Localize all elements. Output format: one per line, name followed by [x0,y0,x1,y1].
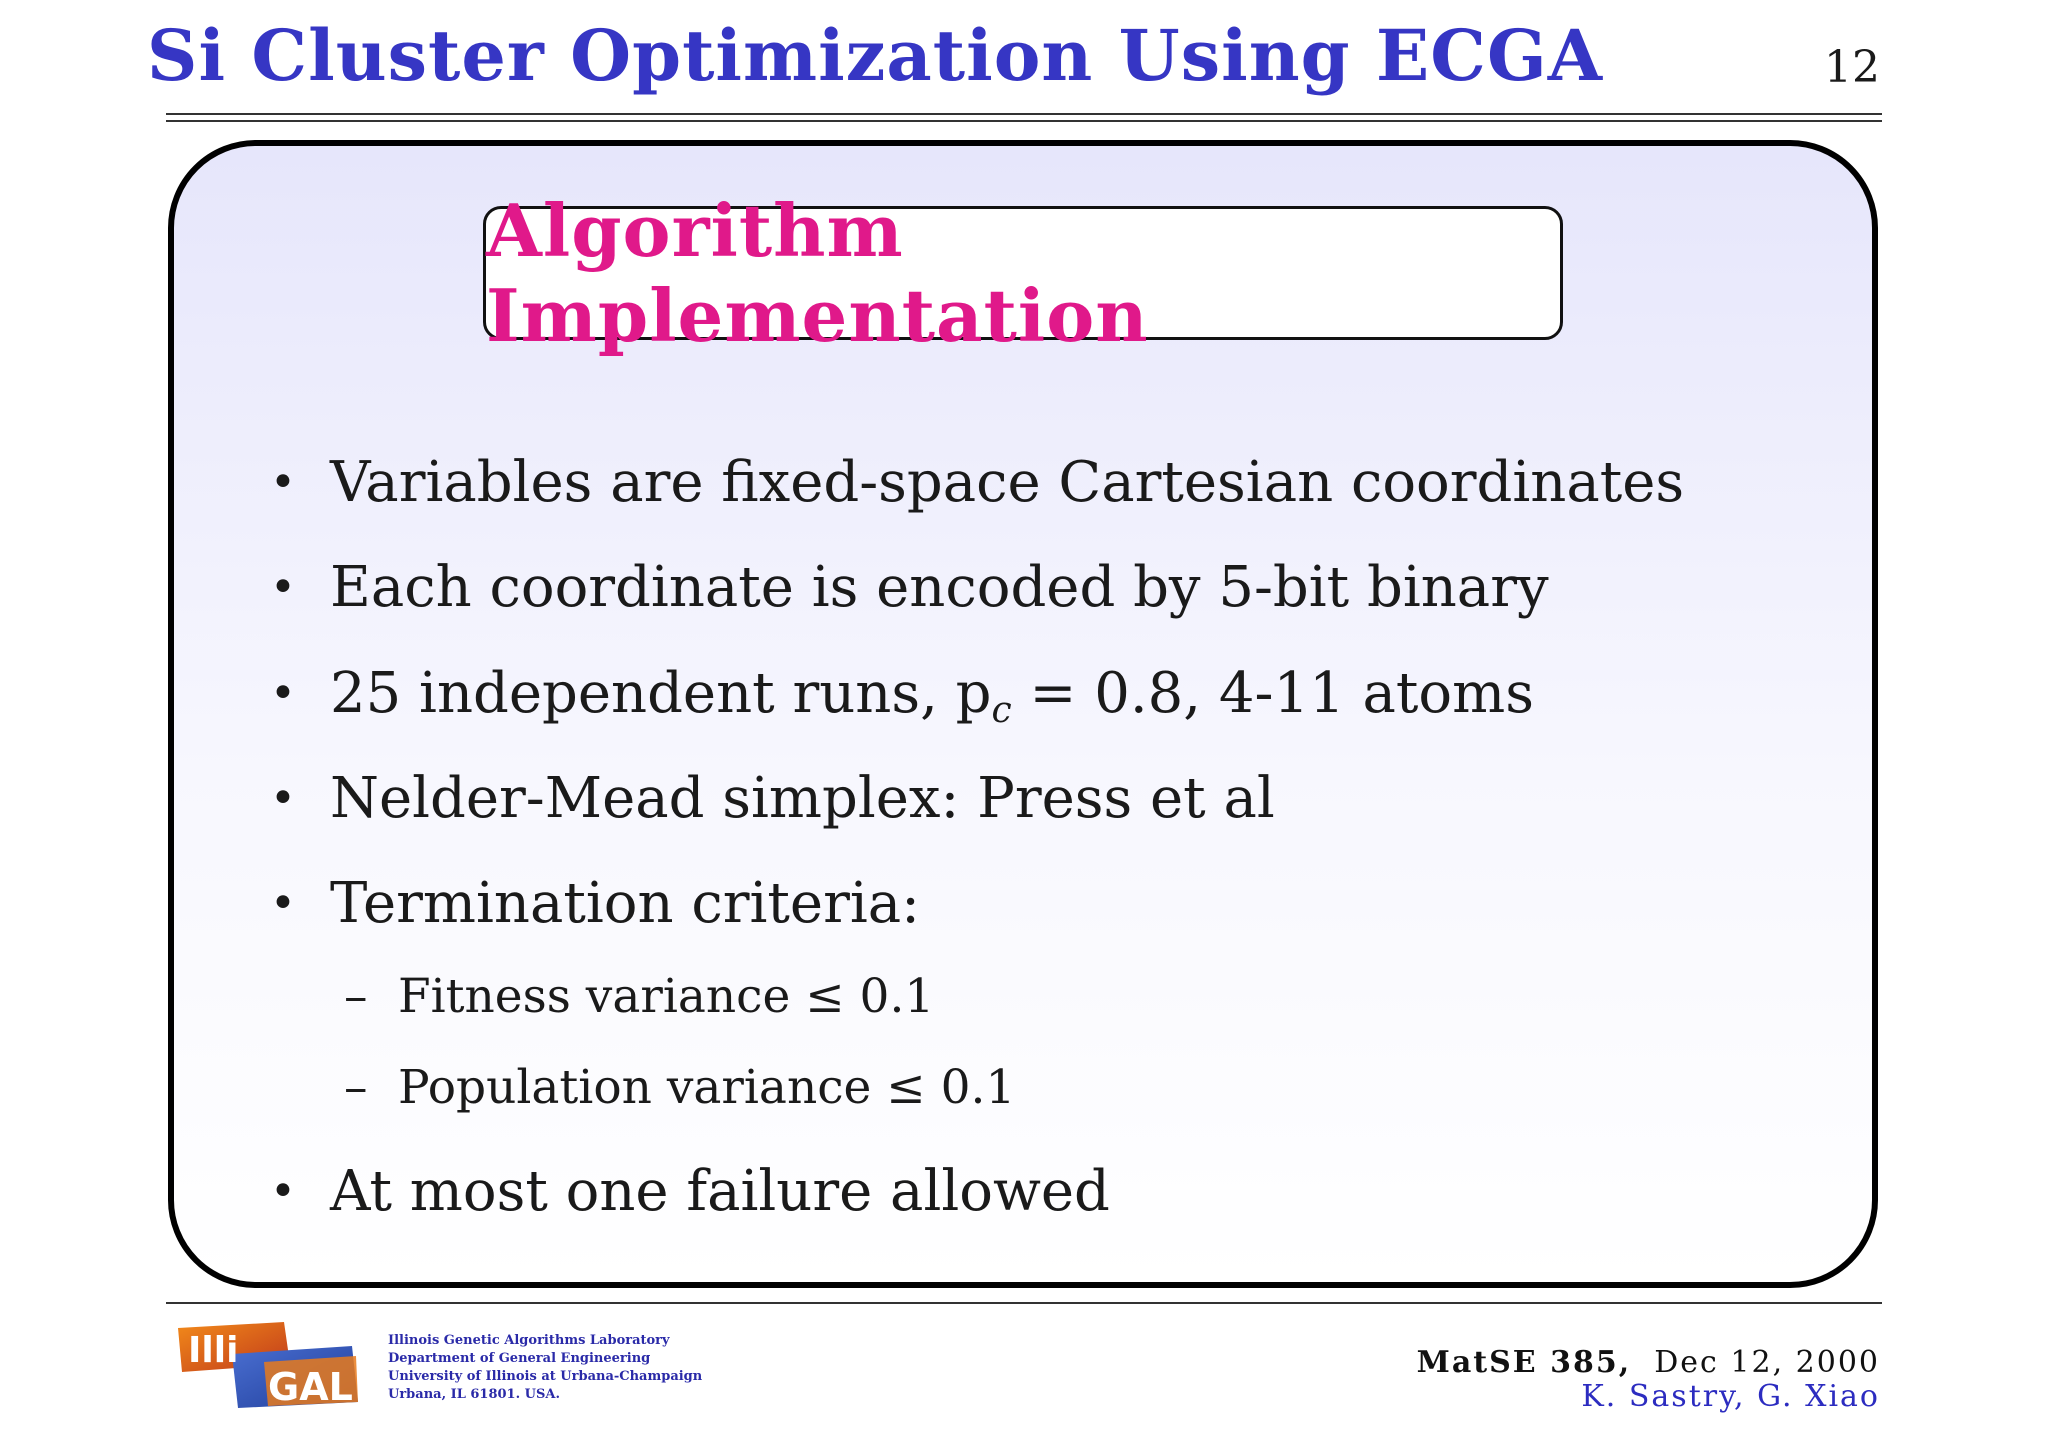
course-date [1417,1346,1880,1380]
sub-bullet-text: Population variance ≤ 0.1 [398,1060,1016,1115]
page-number: 12 [1824,42,1880,93]
course-name: MatSE 385, [1416,1345,1632,1380]
bullet-icon: • [270,668,296,719]
bullet-icon: • [270,1166,296,1217]
bottom-divider [166,1302,1882,1304]
bullet-text: 25 independent runs, p [330,661,992,726]
bullet-item [270,553,1549,623]
bullet-icon: • [270,562,296,613]
bullet-item [270,448,1684,518]
dash-icon: – [344,1060,368,1115]
illigal-logo [172,1318,360,1410]
bullet-text-suffix: = 0.8, 4-11 atoms [1011,661,1534,726]
authors: K. Sastry, G. Xiao [1581,1379,1880,1414]
bullet-text: Nelder-Mead simplex: Press et al [330,766,1275,831]
subscript-c: c [991,690,1012,731]
bullet-item [270,869,920,939]
lab-line: Department of General Engineering [388,1351,651,1366]
date: Dec 12, 2000 [1654,1345,1880,1380]
bullet-icon: • [270,878,296,929]
bullet-icon: • [270,773,296,824]
top-divider [166,113,1882,115]
bullet-item [270,764,1275,834]
bullet-text: Each coordinate is encoded by 5-bit binary [330,555,1549,620]
lab-line: Illinois Genetic Algorithms Laboratory [388,1333,670,1348]
top-divider-double [166,120,1882,122]
lab-address [388,1332,702,1404]
sub-bullet-item [344,967,934,1027]
bullet-icon: • [270,457,296,508]
logo-text-top: Illi [188,1330,239,1371]
footer-info [1417,1346,1880,1414]
bullet-item [270,1157,1110,1227]
heading-box [483,188,1563,358]
sub-bullet-item [344,1058,1015,1118]
lab-line: Urbana, IL 61801. USA. [388,1387,560,1402]
bullet-text: Variables are fixed-space Cartesian coordinates [330,450,1685,515]
bullet-item [270,659,1534,746]
logo-text-bottom: GAL [268,1365,353,1409]
lab-line: University of Illinois at Urbana-Champaign [388,1369,703,1384]
dash-icon: – [344,969,368,1024]
bullet-text: At most one failure allowed [330,1159,1110,1224]
section-heading: Algorithm Implementation [486,188,1149,358]
sub-bullet-text: Fitness variance ≤ 0.1 [398,969,935,1024]
slide-title: Si Cluster Optimization Using ECGA [146,14,1604,97]
bullet-text: Termination criteria: [330,871,920,936]
